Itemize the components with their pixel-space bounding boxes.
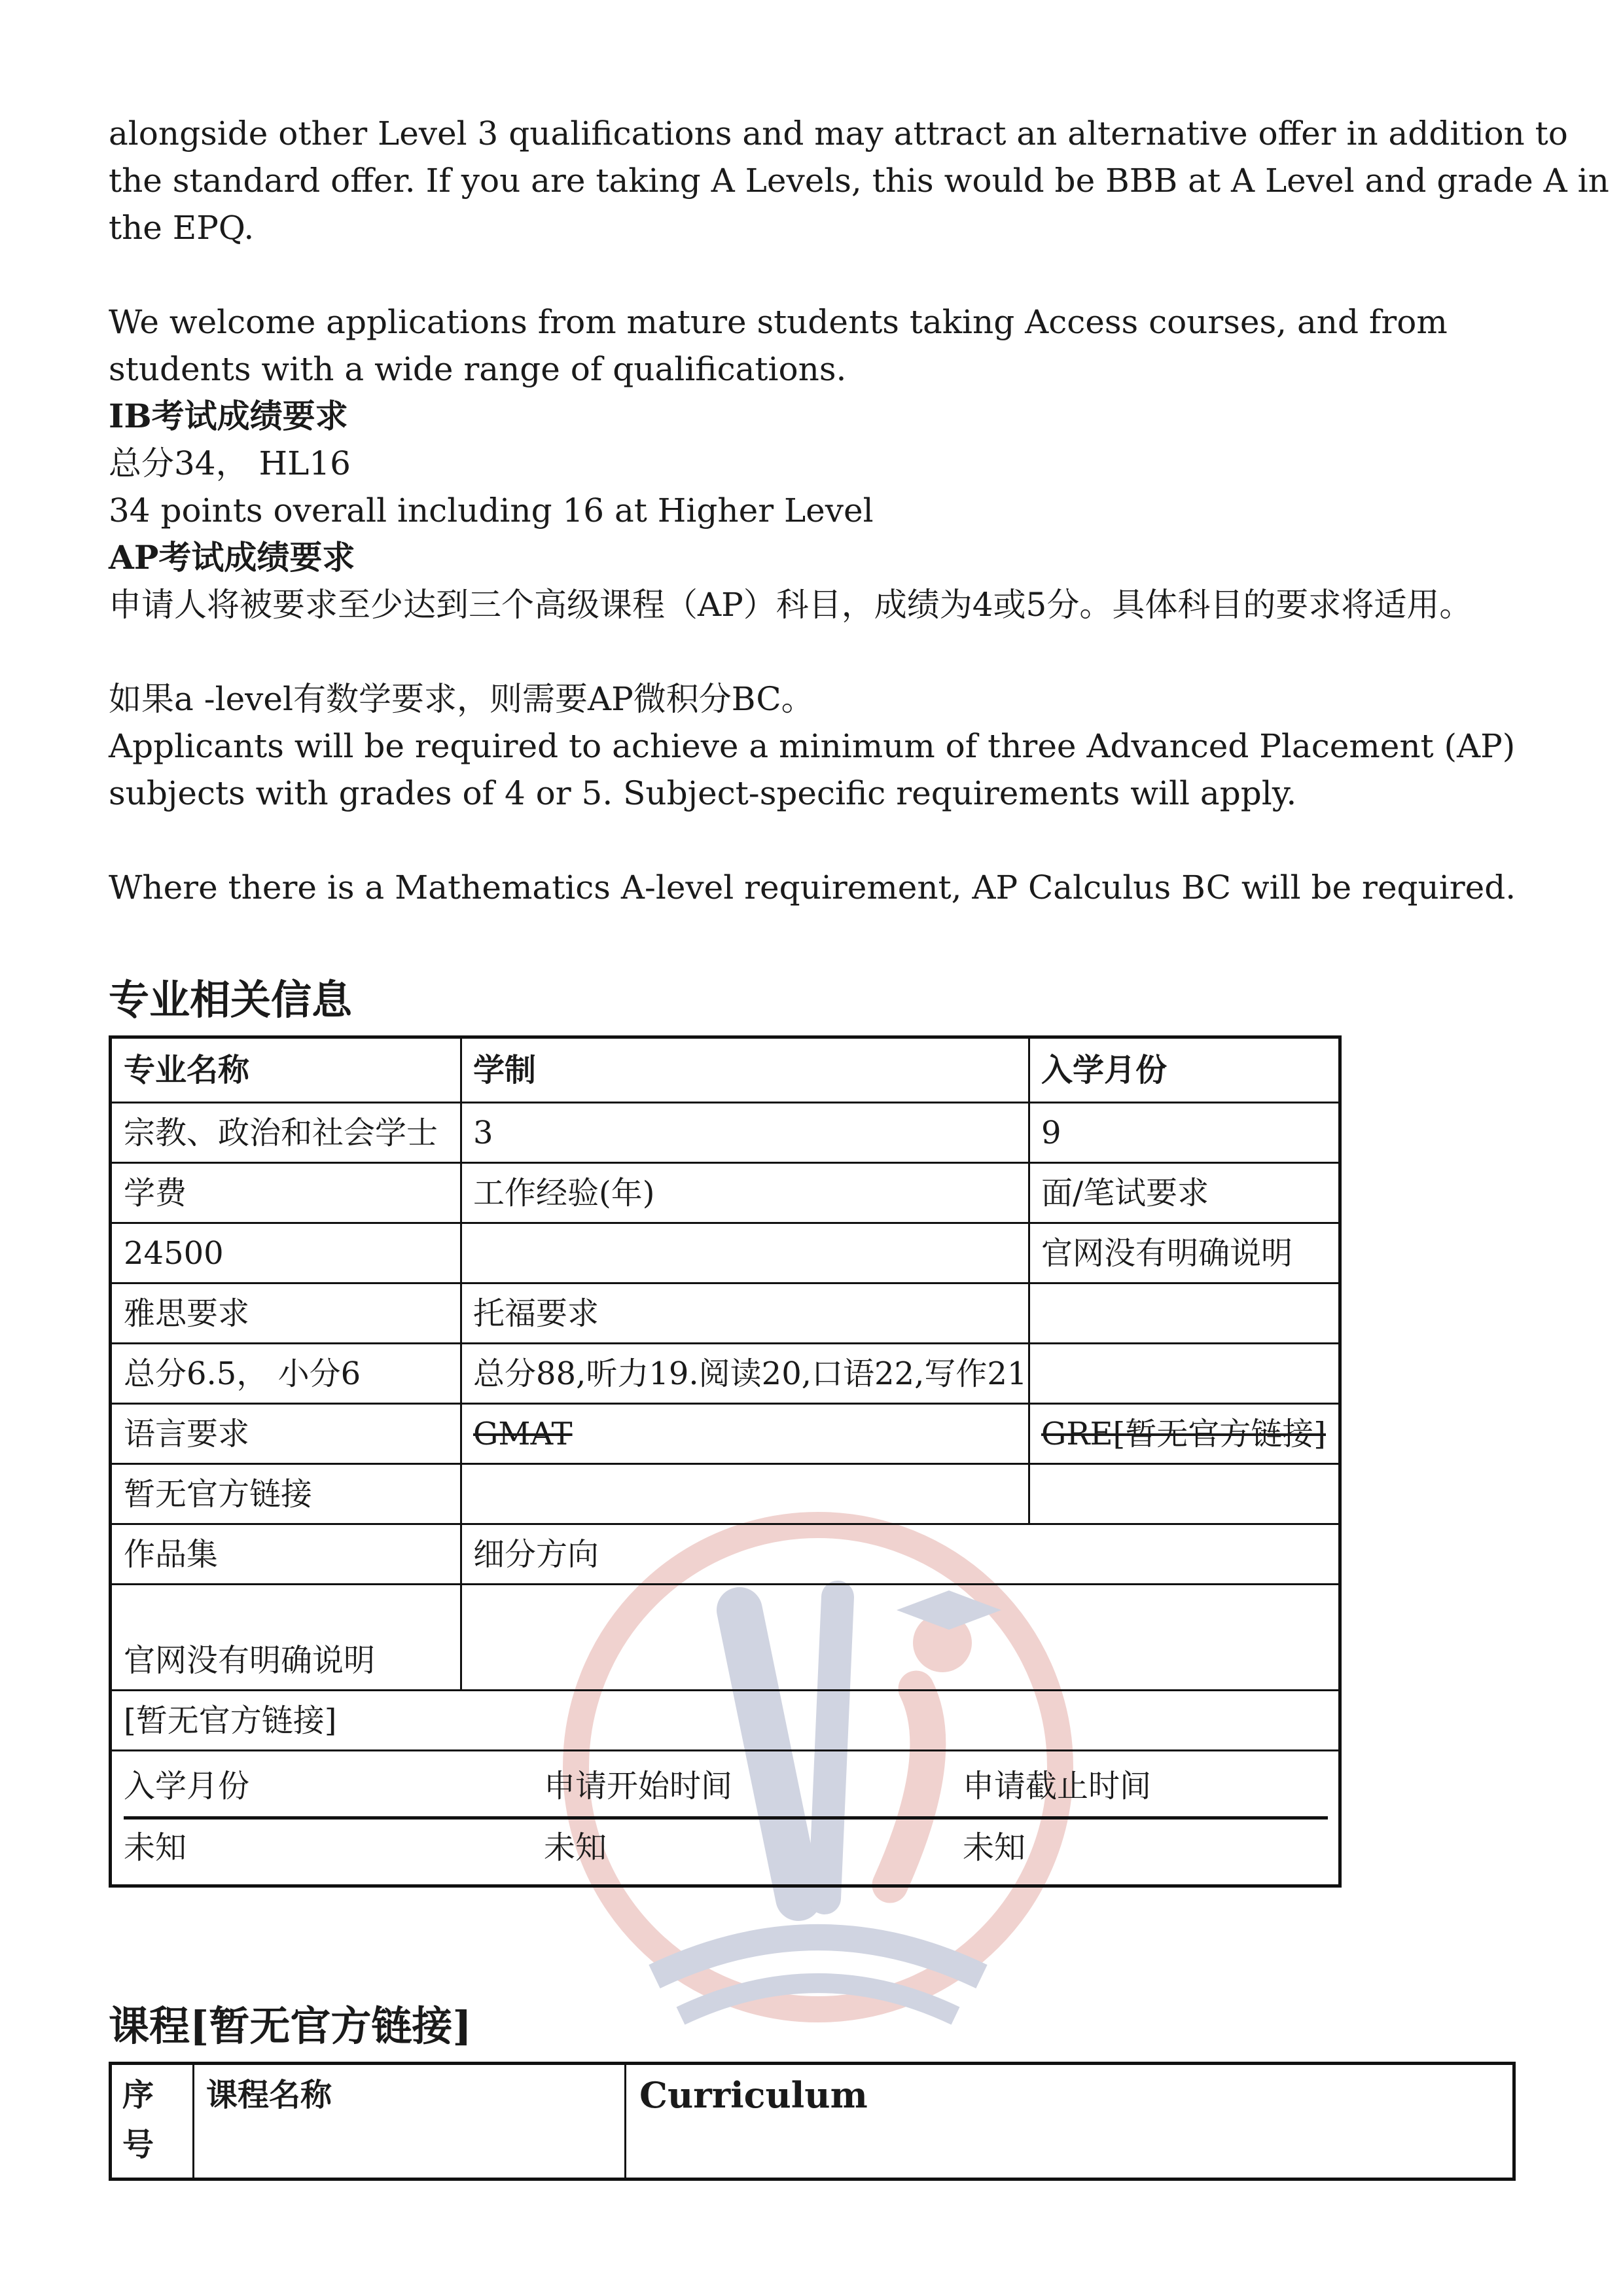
intro-line: the standard offer. If you are taking A Levels, this would be BBB at A Level and grade A in bbox=[109, 162, 1609, 200]
ap-block-2 bbox=[109, 675, 1535, 817]
dates-header-start: 申请开始时间 bbox=[544, 1768, 733, 1804]
intro-line: alongside other Level 3 qualifications and may attract an alternative offer in addition to bbox=[109, 115, 1568, 152]
intro-paragraph-1 bbox=[109, 110, 1609, 251]
cell-link-note: [暂无官方链接] bbox=[124, 1702, 337, 1739]
ib-block bbox=[109, 393, 1535, 534]
header-intake-month: 入学月份 bbox=[1041, 1052, 1168, 1088]
cell-portfolio-value: 官网没有明确说明 bbox=[124, 1642, 376, 1679]
dates-value-deadline: 未知 bbox=[963, 1829, 1026, 1866]
intro-line: We welcome applications from mature students taking Access courses, and from bbox=[109, 303, 1448, 341]
intro-paragraph-2 bbox=[109, 298, 1535, 393]
ap-heading: AP考试成绩要求 bbox=[109, 538, 355, 577]
ap-line-cn2: 如果a -level有数学要求，则需要AP微积分BC。 bbox=[109, 680, 814, 718]
header-major-name: 专业名称 bbox=[124, 1052, 250, 1088]
ib-heading: IB考试成绩要求 bbox=[109, 397, 348, 435]
header-curriculum: Curriculum bbox=[639, 2074, 868, 2116]
cell-ielts-label: 雅思要求 bbox=[124, 1295, 250, 1332]
dates-header-deadline: 申请截止时间 bbox=[963, 1768, 1152, 1804]
cell-intake-month: 9 bbox=[1041, 1115, 1061, 1151]
header-seq-char-2: 号 bbox=[122, 2126, 154, 2163]
ap-block-3 bbox=[109, 864, 1535, 911]
ib-line-en: 34 points overall including 16 at Higher Level bbox=[109, 492, 874, 529]
curriculum-table bbox=[109, 2062, 1516, 2181]
intro-line: students with a wide range of qualifications. bbox=[109, 350, 847, 388]
header-course-name: 课程名称 bbox=[206, 2077, 332, 2113]
cell-direction-label: 细分方向 bbox=[473, 1536, 599, 1573]
cell-interview-value: 官网没有明确说明 bbox=[1041, 1235, 1293, 1272]
cell-toefl-label: 托福要求 bbox=[473, 1295, 599, 1332]
cell-gmat: GMAT bbox=[473, 1416, 573, 1452]
ib-line-cn: 总分34， HL16 bbox=[109, 444, 351, 482]
cell-language-link: 暂无官方链接 bbox=[124, 1476, 313, 1513]
dates-header-intake: 入学月份 bbox=[124, 1768, 250, 1804]
course-section-title: 课程[暂无官方链接] bbox=[109, 2002, 472, 2050]
cell-ielts-value: 总分6.5， 小分6 bbox=[124, 1355, 361, 1392]
ap-block bbox=[109, 534, 1535, 628]
cell-gre: GRE[暂无官方链接] bbox=[1041, 1416, 1326, 1452]
intro-line: the EPQ. bbox=[109, 209, 255, 247]
cell-language-label: 语言要求 bbox=[124, 1416, 250, 1452]
cell-tuition-value: 24500 bbox=[124, 1235, 224, 1272]
ap-line-en3: Where there is a Mathematics A-level requirement, AP Calculus BC will be required. bbox=[109, 869, 1516, 906]
header-seq-char-1: 序 bbox=[122, 2077, 154, 2113]
cell-tuition-label: 学费 bbox=[124, 1175, 187, 1211]
cell-toefl-value: 总分88,听力19.阅读20,口语22,写作21 bbox=[473, 1355, 1027, 1392]
header-duration: 学制 bbox=[473, 1052, 537, 1088]
cell-work-exp-label: 工作经验(年) bbox=[473, 1175, 655, 1211]
ap-line-cn1: 申请人将被要求至少达到三个高级课程（AP）科目，成绩为4或5分。具体科目的要求将适用。 bbox=[109, 586, 1472, 624]
cell-major-name: 宗教、政治和社会学士 bbox=[124, 1115, 438, 1151]
cell-duration: 3 bbox=[473, 1115, 493, 1151]
ap-line-en2: subjects with grades of 4 or 5. Subject-specific requirements will apply. bbox=[109, 774, 1297, 812]
ap-line-en1: Applicants will be required to achieve a minimum of three Advanced Placement (AP) bbox=[109, 727, 1516, 765]
major-section-title: 专业相关信息 bbox=[109, 976, 353, 1024]
cell-interview-label: 面/笔试要求 bbox=[1041, 1175, 1209, 1211]
major-info-table bbox=[109, 1035, 1342, 1888]
cell-portfolio-label: 作品集 bbox=[124, 1536, 219, 1573]
dates-value-intake: 未知 bbox=[124, 1829, 187, 1866]
dates-value-start: 未知 bbox=[544, 1829, 607, 1866]
